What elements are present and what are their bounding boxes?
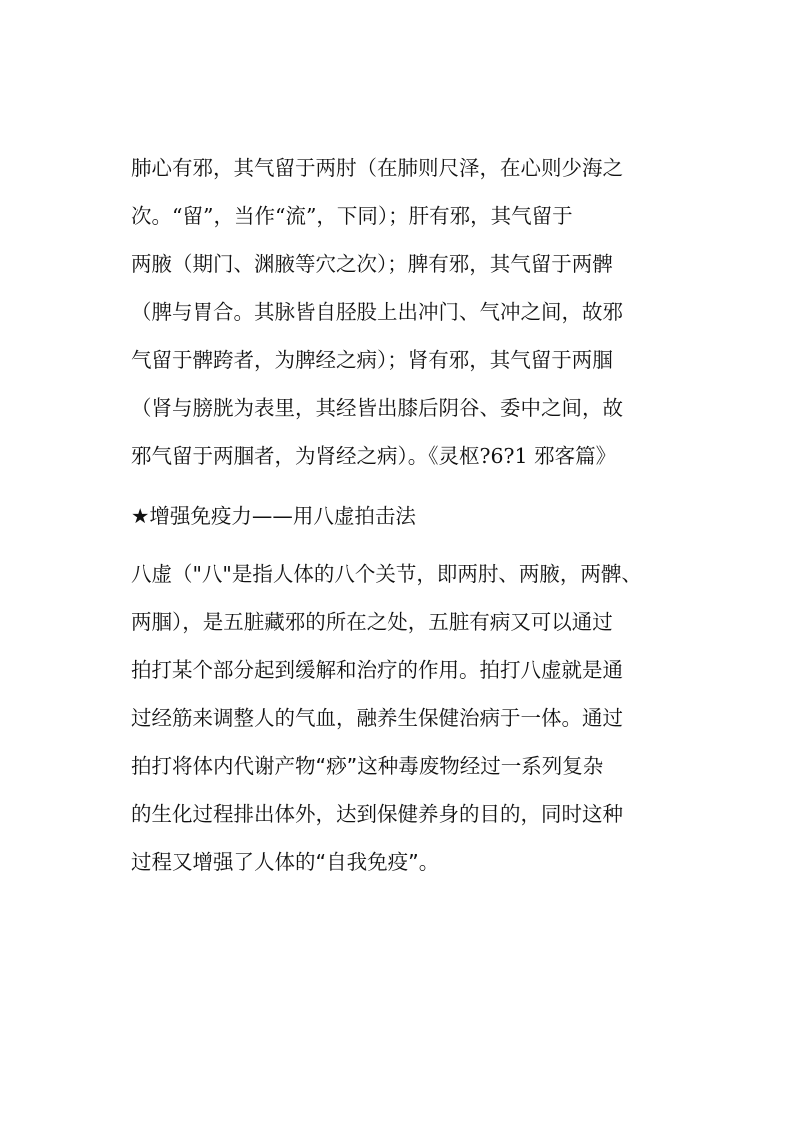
body-paragraph — [131, 550, 691, 886]
body-line-5: 拍打将体内代谢产物“痧”这种毒废物经过一系列复杂 — [131, 754, 604, 778]
quote-line-6: （肾与膀胱为表里，其经皆出膝后阴谷、委中之间，故 — [131, 396, 623, 420]
body-line-2: 两腘），是五脏藏邪的所在之处，五脏有病又可以通过 — [131, 610, 613, 634]
body-line-7: 过程又增强了人体的“自我免疫”。 — [131, 850, 440, 874]
quote-line-4: （脾与胃合。其脉皆自胫股上出冲门、气冲之间，故邪 — [131, 300, 623, 324]
body-line-6: 的生化过程排出体外，达到保健养身的目的，同时这种 — [131, 802, 623, 826]
body-line-1: 八虚（"八"是指人体的八个关节，即两肘、两腋，两髀、 — [131, 562, 642, 586]
body-line-4: 过经筋来调整人的气血，融养生保健治病于一体。通过 — [131, 706, 623, 730]
quote-paragraph — [131, 144, 691, 480]
quote-line-5: 气留于髀跨者，为脾经之病）；肾有邪，其气留于两腘 — [131, 348, 613, 372]
section-heading — [131, 492, 691, 540]
quote-line-1: 肺心有邪，其气留于两肘（在肺则尺泽，在心则少海之 — [131, 156, 623, 180]
body-line-3: 拍打某个部分起到缓解和治疗的作用。拍打八虚就是通 — [131, 658, 623, 682]
quote-line-3: 两腋（期门、渊腋等穴之次）；脾有邪，其气留于两髀 — [131, 252, 613, 276]
quote-line-7: 邪气留于两腘者，为肾经之病）。《灵枢?6?1 邪客篇》 — [131, 444, 617, 468]
section-heading-text: ★增强免疫力——用八虚拍击法 — [131, 504, 416, 528]
quote-line-2: 次。“留”，当作“流”，下同）；肝有邪，其气留于 — [131, 204, 573, 228]
